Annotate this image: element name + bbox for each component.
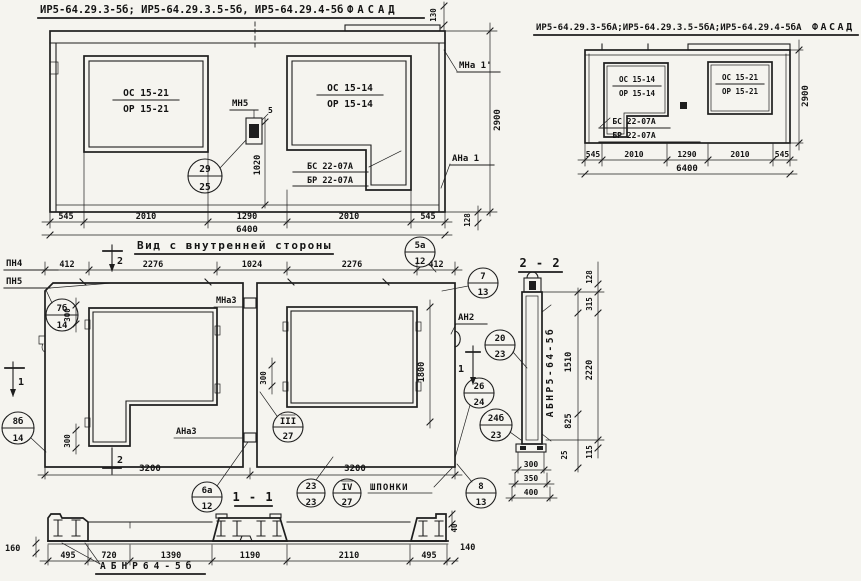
dim: 2276: [142, 260, 164, 270]
dim-total: 6400: [236, 225, 258, 235]
dim-140: 140: [460, 543, 476, 553]
window-mark-bottom: ОР 15-14: [327, 99, 373, 110]
leader-line: [513, 352, 527, 368]
facade-right-panel: [585, 50, 790, 143]
section-mark-label: 1: [457, 364, 464, 375]
dim-315: 315: [585, 297, 594, 311]
an2-label: [451, 313, 487, 334]
dim: 495: [421, 551, 437, 561]
dim: 1390: [160, 551, 182, 561]
callout-top: 20: [494, 334, 506, 344]
ana1-label: АНа 1: [452, 154, 480, 164]
ibeam-glyphs-left: [54, 520, 80, 536]
dim: 720: [101, 551, 117, 561]
leader-line: [316, 457, 333, 480]
callout-8-13: [457, 464, 496, 508]
section-2-2: [506, 256, 604, 501]
dim: 1290: [677, 150, 697, 159]
block-mark-bottom: БР 22-07А: [612, 131, 656, 140]
dim-40: 40: [450, 523, 459, 533]
window-mark-top: ОС 15-14: [618, 75, 656, 84]
mn5-label: МН5: [232, 99, 249, 109]
callout-bottom: 23: [490, 431, 502, 441]
callout-23-23: [297, 457, 333, 508]
callout-bottom: 23: [305, 498, 317, 508]
callout-20-23: [485, 330, 527, 368]
dim-115: 115: [585, 445, 594, 459]
callout-24b-23: [480, 409, 521, 441]
callout-top: 8б: [12, 417, 24, 427]
dim-300: 300: [63, 308, 72, 322]
callout-bottom: 13: [477, 288, 489, 298]
dim: 3200: [139, 464, 161, 474]
inner-view-title: [135, 239, 333, 254]
callout-bottom: 13: [475, 498, 487, 508]
facade-right-title-codes: ИР5-64.29.3-5бА;ИР5-64.29.3.5-5бА;ИР5-64.29.4-5бА: [536, 23, 802, 33]
facade-left-right-dims: [429, 2, 503, 230]
mna3-label: МНа3: [216, 296, 237, 306]
dim-300: 300: [523, 460, 539, 469]
callout-top: 8: [478, 482, 484, 492]
section-1-1: [5, 490, 475, 574]
facade-right-bottom-dims: [578, 144, 797, 177]
pn4-label: ПН4: [6, 259, 23, 269]
leader-line: [457, 464, 472, 482]
rib-right: [411, 514, 446, 541]
dim: 2010: [624, 150, 644, 159]
section-mark-label: 2: [117, 256, 124, 267]
dim-300: 300: [63, 434, 72, 448]
callout-bottom: 12: [201, 502, 213, 512]
shponki-label: [368, 468, 452, 493]
facade-left-panel-outline: [50, 22, 445, 212]
dim-2220: 2220: [585, 359, 595, 381]
edge-hook: [39, 336, 45, 352]
callout-top: IV: [341, 483, 353, 493]
dim-400: 400: [523, 488, 539, 497]
facade-left-block-label: [293, 151, 401, 186]
callout-8b-14: [2, 412, 46, 452]
dim-300: 300: [259, 371, 268, 385]
callout-5a-12: [405, 237, 436, 272]
dim: 3200: [344, 464, 366, 474]
leader-line: [260, 392, 277, 416]
ana3-connector: [244, 433, 256, 442]
lifting-loop: [527, 272, 538, 278]
dim: 2010: [338, 212, 360, 222]
window-mark-top: ОС 15-14: [327, 83, 373, 94]
dim: 2276: [341, 260, 363, 270]
facade-left-bottom-dims: [42, 152, 452, 238]
callout-IV-27: [333, 479, 361, 508]
ana3-label: АНа3: [176, 427, 197, 437]
dim-350: 350: [523, 474, 539, 483]
leader-line: [369, 151, 401, 167]
facade-left: [38, 2, 503, 238]
callout-bottom: 27: [282, 432, 294, 442]
dim-1020: 1020: [253, 154, 263, 176]
pn5-label: ПН5: [6, 277, 23, 287]
dim-1510: 1510: [564, 351, 574, 373]
dim-128: 128: [463, 213, 472, 227]
dim-25: 25: [560, 450, 569, 460]
dim: 545: [58, 212, 74, 222]
mna1-label: МНа 1': [459, 61, 492, 71]
window-opening: [287, 307, 417, 407]
inner-view-top-dims: [38, 260, 462, 275]
dim-825: 825: [564, 413, 574, 429]
callout-bottom: 14: [56, 321, 68, 331]
leader-line: [46, 290, 52, 303]
window-mark-bottom: ОР 15-21: [721, 87, 759, 96]
leader-line: [455, 405, 470, 458]
section-2-2-title: [519, 256, 562, 272]
dim-128: 128: [585, 270, 594, 284]
section-mark-1-right: [458, 346, 480, 385]
facade-left-right-labels: [441, 50, 500, 188]
dim: 2010: [135, 212, 157, 222]
section-2-2-panel: [516, 272, 556, 452]
callout-29-25: [188, 140, 246, 193]
section-mark-2-bottom: [103, 448, 123, 474]
section-panel-label: АБНР5-64-5б: [545, 326, 556, 418]
section-title-text: 2 - 2: [519, 256, 561, 270]
dim-130: 130: [429, 8, 438, 22]
dim-1800: 1800: [417, 361, 427, 383]
leader-line: [434, 468, 452, 487]
facade-left-title-codes: ИР5-64.29.3-5б; ИР5-64.29.3.5-5б, ИР5-64.29.4-5б: [40, 4, 344, 16]
dim: 412: [59, 260, 75, 270]
inner-view: [4, 239, 487, 493]
dim: 1290: [236, 212, 258, 222]
callout-bottom: 25: [199, 182, 211, 193]
section-2-2-bottom-dims: [506, 452, 557, 501]
dim-total: 6400: [676, 164, 698, 174]
section-1-1-body: [48, 514, 448, 544]
dim-160: 160: [5, 544, 21, 554]
section-1-1-dims: [5, 511, 475, 565]
an2-text: АН2: [458, 313, 475, 323]
shponki-text: ШПОНКИ: [370, 483, 409, 493]
section-title-text: 1 - 1: [232, 490, 274, 504]
callout-top: 24б: [487, 414, 505, 424]
inner-right-panel-dims: [259, 300, 433, 428]
callout-top: 6а: [201, 486, 213, 496]
facade-left-title-word: ФАСАД: [347, 4, 399, 16]
callout-bottom: 27: [341, 498, 353, 508]
dim: 1024: [241, 260, 263, 270]
callout-bottom: 12: [414, 257, 426, 267]
dim-5: 5: [268, 106, 273, 115]
weld-plate-mark: [680, 102, 687, 109]
facade-right-window-right: [708, 62, 772, 114]
callout-III-27: [260, 392, 303, 442]
section-1-1-title: [232, 490, 273, 506]
leader-line: [220, 140, 246, 168]
panel-section-body: [522, 292, 542, 444]
dim: 545: [420, 212, 436, 222]
section-mark-1-left: [5, 362, 24, 397]
ibeam-glyphs-right: [419, 521, 443, 536]
inner-view-title-text: Вид с внутренней стороны: [137, 239, 332, 252]
facade-right-title-word: ФАСАД: [812, 22, 855, 33]
facade-right: [534, 22, 858, 177]
section-mark-label: 1: [18, 377, 25, 388]
facade-right-title: [534, 22, 858, 35]
dim: 545: [774, 150, 790, 159]
block-mark-top: БС 22-07А: [612, 117, 656, 126]
facade-left-mn5-detail: [230, 99, 273, 144]
mna3-connector: [244, 298, 256, 308]
callout-top: 7б: [56, 304, 68, 314]
callout-top: 7: [480, 272, 486, 282]
section-label-text: АБНР64-5б: [100, 561, 197, 572]
window-mark-bottom: ОР 15-21: [123, 104, 169, 115]
dim: 495: [60, 551, 76, 561]
ibeam-glyphs-middle: [217, 521, 281, 536]
callout-bottom: 23: [494, 350, 506, 360]
section-1-1-label: [62, 543, 205, 574]
section-mark-2-top: [103, 245, 123, 272]
leader-line: [510, 432, 521, 440]
callout-top: III: [279, 417, 297, 427]
callout-bottom: 24: [473, 398, 485, 408]
block-mark-bottom: БР 22-07А: [306, 176, 354, 186]
facade-right-right-dim: [790, 40, 811, 150]
callout-bottom: 14: [12, 434, 24, 444]
facade-left-title: [38, 4, 424, 18]
dim: 412: [428, 260, 444, 270]
window-opening-l-shape: [89, 308, 217, 446]
facade-left-window-left: [84, 56, 208, 152]
leader-line: [31, 438, 46, 452]
callout-top: 5а: [414, 241, 426, 251]
callout-top: 29: [199, 164, 211, 175]
callout-7b-14: [46, 290, 78, 331]
window-mark-bottom: ОР 15-14: [618, 89, 656, 98]
facade-right-block-label: [599, 117, 700, 142]
rib-left: [48, 514, 88, 541]
window-mark-top: ОС 15-21: [123, 88, 169, 99]
dim-2900: 2900: [493, 109, 503, 131]
dim-2900: 2900: [801, 85, 811, 107]
dim: 2110: [338, 551, 360, 561]
window-mark-top: ОС 15-21: [721, 73, 759, 82]
callout-top: 26: [473, 382, 485, 392]
leader-line: [600, 118, 610, 127]
dim: 1190: [239, 551, 261, 561]
callout-top: 23: [305, 482, 317, 492]
dim: 545: [585, 150, 601, 159]
section-mark-label: 2: [117, 455, 124, 466]
dim: 2010: [730, 150, 750, 159]
block-mark-top: БС 22-07А: [306, 162, 354, 172]
